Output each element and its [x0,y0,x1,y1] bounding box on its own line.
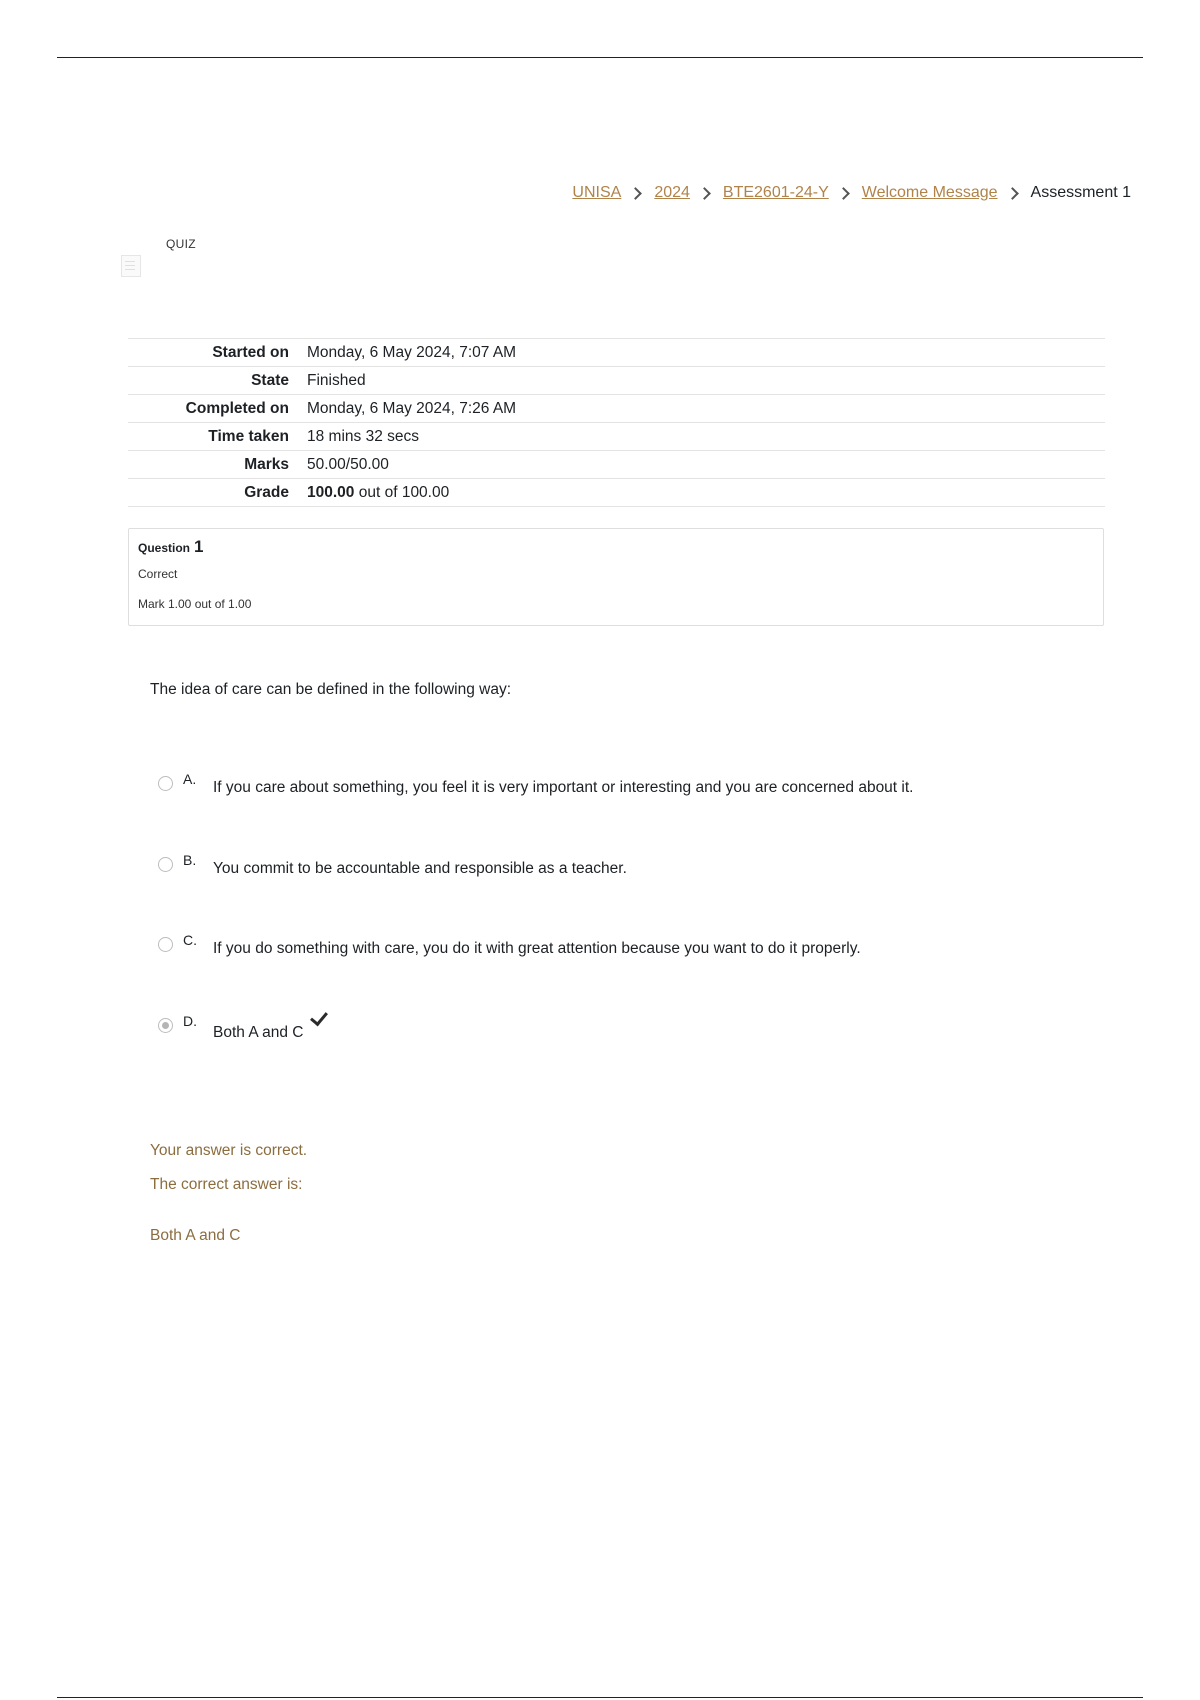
summary-value: 50.00/50.00 [307,455,389,473]
summary-label: Marks [244,455,289,473]
table-row [128,423,1105,451]
answer-option-c[interactable] [158,932,861,958]
question-info-box [128,528,1104,626]
quiz-icon [121,255,141,277]
question-state: Correct [138,567,178,581]
feedback-result: Your answer is correct. [150,1142,308,1159]
question-number [138,537,203,557]
summary-value: 18 mins 32 secs [307,427,419,445]
grade-total: out of 100.00 [358,483,450,501]
table-row [128,395,1105,423]
checkmark-icon [310,1008,328,1027]
summary-label: State [251,371,289,389]
summary-value: Monday, 6 May 2024, 7:26 AM [307,399,517,417]
option-text [213,1013,324,1042]
page-bottom-rule [57,1697,1143,1698]
radio-button[interactable] [158,937,173,952]
summary-label: Started on [212,343,289,361]
option-letter: C. [183,932,197,948]
answer-option-b[interactable] [158,852,627,878]
option-letter: A. [183,771,197,787]
option-text-label: Both A and C [213,1024,304,1041]
summary-label: Completed on [185,399,289,417]
option-text: If you care about something, you feel it is very important or interesting and you are concerned about it. [213,779,914,796]
option-text: You commit to be accountable and responsible as a teacher. [213,860,627,877]
question-text: The idea of care can be defined in the following way: [150,681,512,698]
table-row [128,451,1105,479]
summary-value: Finished [307,371,366,389]
breadcrumb-current: Assessment 1 [1030,184,1131,201]
activity-type-label: QUIZ [166,237,196,251]
table-row [128,367,1105,395]
option-letter: B. [183,852,197,868]
chevron-right-icon [837,187,850,200]
answer-option-a[interactable] [158,771,913,797]
question-prefix: Question [138,541,191,555]
attempt-summary-table [128,338,1105,507]
answer-option-d[interactable] [158,1013,324,1042]
page-top-rule [57,57,1143,58]
table-row [128,339,1105,367]
breadcrumb-link-year[interactable]: 2024 [654,184,690,201]
option-text: If you do something with care, you do it with great attention because you want to do it properly. [213,940,861,957]
grade-score: 100.00 [307,483,355,501]
question-number-value: 1 [194,537,204,556]
table-row [128,479,1105,507]
breadcrumb-link-course[interactable]: BTE2601-24-Y [722,184,829,201]
radio-button[interactable] [158,857,173,872]
summary-label: Time taken [208,427,289,445]
chevron-right-icon [1006,187,1019,200]
breadcrumb [572,184,1131,202]
question-mark: Mark 1.00 out of 1.00 [138,597,252,611]
grade-value [307,479,1105,507]
feedback-correct-prefix: The correct answer is: [150,1176,303,1193]
summary-value: Monday, 6 May 2024, 7:07 AM [307,343,517,361]
breadcrumb-link-section[interactable]: Welcome Message [861,184,998,201]
breadcrumb-link-unisa[interactable]: UNISA [572,184,622,201]
radio-button-selected[interactable] [158,1018,173,1033]
chevron-right-icon [629,187,642,200]
summary-label: Grade [244,483,289,501]
option-letter: D. [183,1013,197,1029]
chevron-right-icon [698,187,711,200]
radio-button[interactable] [158,776,173,791]
feedback-correct-answer: Both A and C [150,1227,241,1244]
